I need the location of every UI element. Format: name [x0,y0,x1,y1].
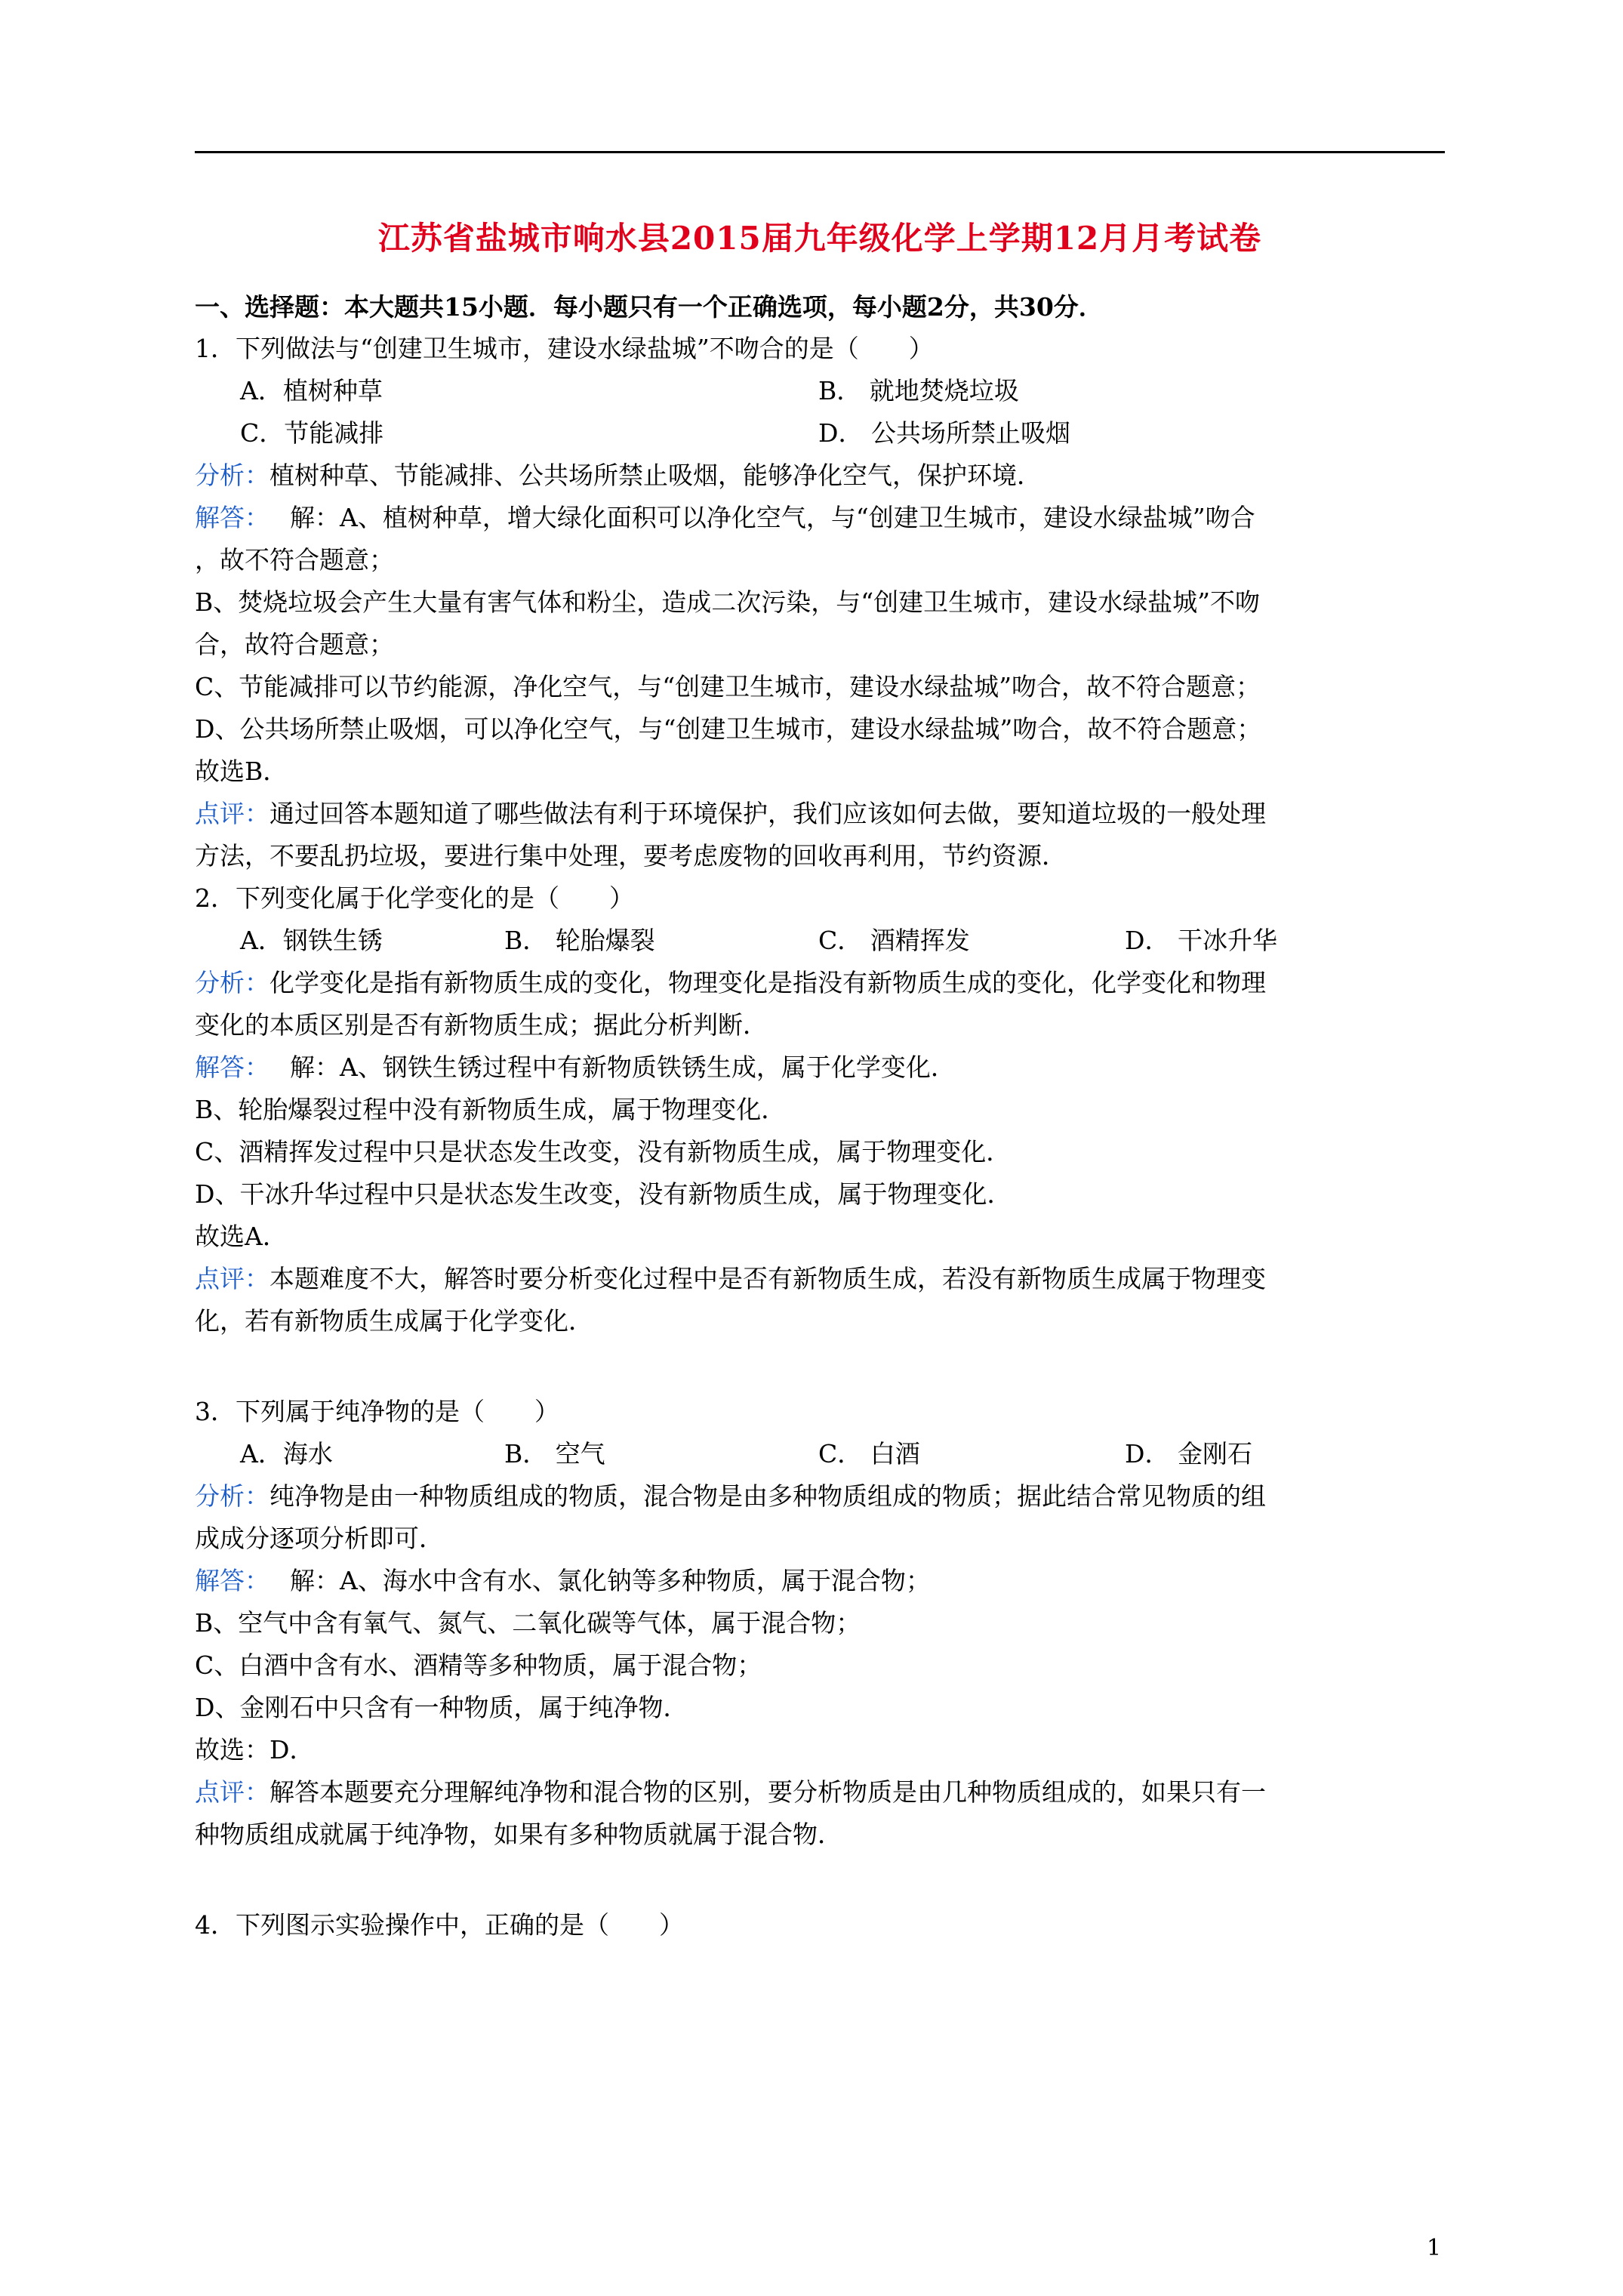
question-3-answer-line: B、空气中含有氧气、氮气、二氧化碳等气体，属于混合物； [195,1608,861,1638]
question-3-answer-line: D、金刚石中只含有一种物质，属于纯净物． [195,1693,688,1722]
question-1-comment: 点评：通过回答本题知道了哪些做法有利于环境保护，我们应该如何去做，要知道垃圾的一般处理 [195,799,1266,828]
question-3-answer-line: C、白酒中含有水、酒精等多种物质，属于混合物； [195,1650,762,1680]
question-1-answer-line: 合，故符合题意； [195,630,394,659]
question-2-stem: 2．下列变化属于化学变化的是（ ） [195,883,634,913]
answer-label: 解答： [195,503,257,532]
answer-label: 解答： [195,1052,257,1082]
option-b: B． 空气 [504,1439,605,1469]
question-2-analysis-line: 变化的本质区别是否有新物质生成；据此分析判断． [195,1010,768,1040]
option-b: B． 轮胎爆裂 [504,926,655,955]
question-1-answer-line: 解答： 解：A、植树种草，增大绿化面积可以净化空气，与“创建卫生城市，建设水绿盐城”吻合 [195,503,1255,532]
comment-label: 点评： [195,1777,269,1807]
section-heading: 一、选择题：本大题共15小题．每小题只有一个正确选项，每小题2分，共30分． [195,292,1104,322]
question-4-stem: 4．下列图示实验操作中，正确的是（ ） [195,1910,684,1940]
question-1-answer-line: D、公共场所禁止吸烟，可以净化空气，与“创建卫生城市，建设水绿盐城”吻合，故不符合题意； [195,714,1262,744]
question-3-answer-line: 解答： 解：A、海水中含有水、氯化钠等多种物质，属于混合物； [195,1566,931,1595]
question-2-comment: 点评：本题难度不大，解答时要分析变化过程中是否有新物质生成，若没有新物质生成属于物理变 [195,1264,1266,1293]
option-a: A．植树种草 [240,376,383,405]
question-1-answer-line: 故选B． [195,757,288,786]
option-a: A．钢铁生锈 [240,926,383,955]
option-d: D． 干冰升华 [1125,926,1277,955]
question-1-comment-line: 方法，不要乱扔垃圾，要进行集中处理，要考虑废物的回收再利用，节约资源． [195,841,1067,871]
option-c: C．节能减排 [240,418,384,448]
question-1-analysis: 分析：植树种草、节能减排、公共场所禁止吸烟，能够净化空气，保护环境． [195,461,1042,490]
analysis-label: 分析： [195,461,269,490]
question-2-answer-line: 故选A． [195,1222,288,1251]
option-a: A．海水 [240,1439,333,1469]
question-1-stem: 1．下列做法与“创建卫生城市，建设水绿盐城”不吻合的是（ ） [195,334,934,363]
option-d: D． 金刚石 [1125,1439,1252,1469]
header-rule [195,151,1445,153]
question-2-analysis: 分析：化学变化是指有新物质生成的变化，物理变化是指没有新物质生成的变化，化学变化和物理 [195,968,1266,997]
question-1-answer-line: ，故不符合题意； [195,545,394,575]
analysis-label: 分析： [195,1481,269,1511]
question-1-answer-line: C、节能减排可以节约能源，净化空气，与“创建卫生城市，建设水绿盐城”吻合，故不符合题意； [195,672,1261,701]
question-2-answer-line: B、轮胎爆裂过程中没有新物质生成，属于物理变化． [195,1095,787,1124]
page-title: 江苏省盐城市响水县2015届九年级化学上学期12月月考试卷 [377,220,1262,257]
question-2-answer-line: 解答： 解：A、钢铁生锈过程中有新物质铁锈生成，属于化学变化． [195,1052,956,1082]
question-3-comment-line: 种物质组成就属于纯净物，如果有多种物质就属于混合物． [195,1820,842,1849]
question-3-answer-line: 故选：D． [195,1735,315,1764]
comment-label: 点评： [195,1264,269,1293]
comment-label: 点评： [195,799,269,828]
answer-label: 解答： [195,1566,257,1595]
question-2-answer-line: C、酒精挥发过程中只是状态发生改变，没有新物质生成，属于物理变化． [195,1137,1012,1166]
analysis-label: 分析： [195,968,269,997]
question-3-comment: 点评：解答本题要充分理解纯净物和混合物的区别，要分析物质是由几种物质组成的，如果只有一 [195,1777,1266,1807]
question-3-analysis-line: 成成分逐项分析即可． [195,1524,444,1553]
page-number: 1 [1427,2235,1442,2261]
question-3-analysis: 分析：纯净物是由一种物质组成的物质，混合物是由多种物质组成的物质；据此结合常见物质的组 [195,1481,1266,1511]
question-2-comment-line: 化，若有新物质生成属于化学变化． [195,1306,593,1336]
question-1-answer-line: B、焚烧垃圾会产生大量有害气体和粉尘，造成二次污染，与“创建卫生城市，建设水绿盐城”不吻 [195,587,1260,617]
option-d: D． 公共场所禁止吸烟 [818,418,1070,448]
option-c: C． 酒精挥发 [818,926,970,955]
option-b: B． 就地焚烧垃圾 [818,376,1019,405]
question-3-stem: 3．下列属于纯净物的是（ ） [195,1397,559,1426]
question-2-answer-line: D、干冰升华过程中只是状态发生改变，没有新物质生成，属于物理变化． [195,1179,1012,1209]
option-c: C． 白酒 [818,1439,920,1469]
